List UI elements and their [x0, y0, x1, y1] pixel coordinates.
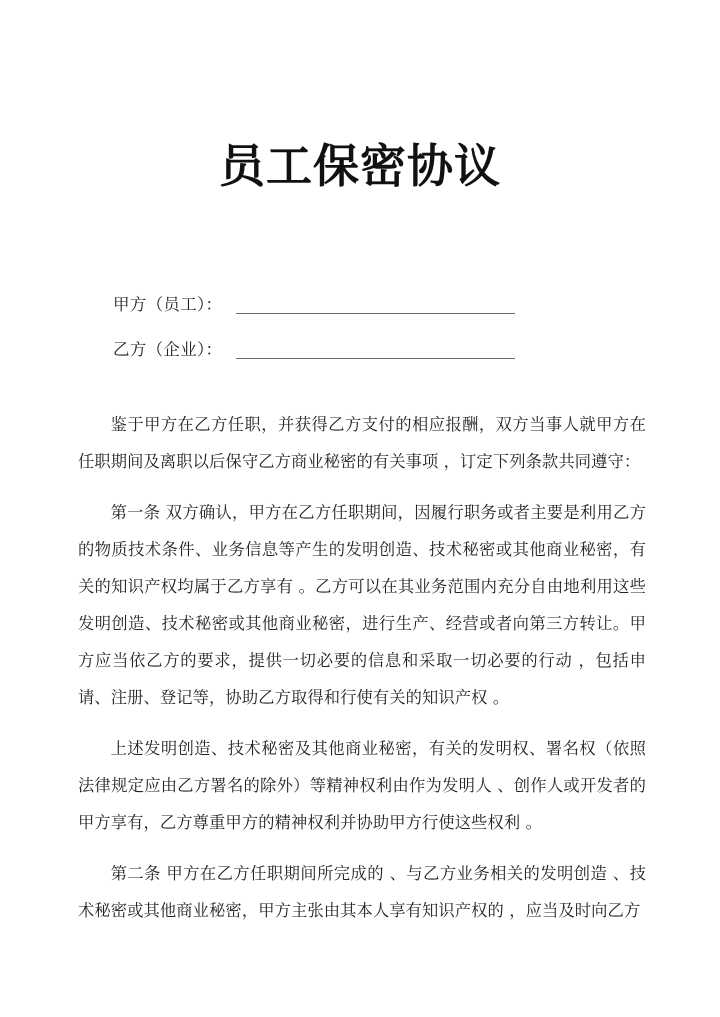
paragraph-article-1: 第一条 双方确认，甲方在乙方任职期间，因履行职务或者主要是利用乙方的物质技术条件、业务信息等产生的发明创造、技术秘密或其他商业秘密，有关的知识产权均属于乙方享有 。乙方可以在其业务范围内充分自由地利用这些发明创造、技术秘密或其他商业秘密，进行生产、经营或者向第三方转让。甲方应当依乙方的要求，提供一切必要的信息和采取一切必要的行动 ，包括申请、注册、登记等，协助乙方取得和行使有关的知识产权 。	[78, 503, 646, 707]
party-label-yifang: 乙方（企业）：	[113, 340, 223, 360]
contract-body	[78, 406, 646, 929]
paragraph-article-2: 第二条 甲方在乙方任职期间所完成的 、与乙方业务相关的发明创造 、技术秘密或其他商业秘密，甲方主张由其本人享有知识产权的 ，应当及时向乙方	[78, 864, 646, 920]
page-title: 员工保密协议	[219, 139, 501, 193]
party-label-jiafang: 甲方（员工）：	[113, 295, 223, 315]
party-row-yifang	[113, 317, 593, 362]
party-row-jiafang	[113, 272, 593, 317]
paragraph-preamble: 鉴于甲方在乙方任职，并获得乙方支付的相应报酬，双方当事人就甲方在任职期间及离职以后保守乙方商业秘密的有关事项 ，订定下列条款共同遵守：	[78, 415, 646, 471]
paragraph-article-1-continued: 上述发明创造、技术秘密及其他商业秘密，有关的发明权、署名权（依照法律规定应由乙方署名的除外）等精神权利由作为发明人 、创作人或开发者的甲方享有，乙方尊重甲方的精神权利并协助甲方行使这些权利 。	[78, 739, 646, 832]
party-fields	[113, 272, 593, 362]
party-input-jiafang[interactable]	[236, 312, 515, 314]
party-input-yifang[interactable]	[236, 357, 515, 359]
